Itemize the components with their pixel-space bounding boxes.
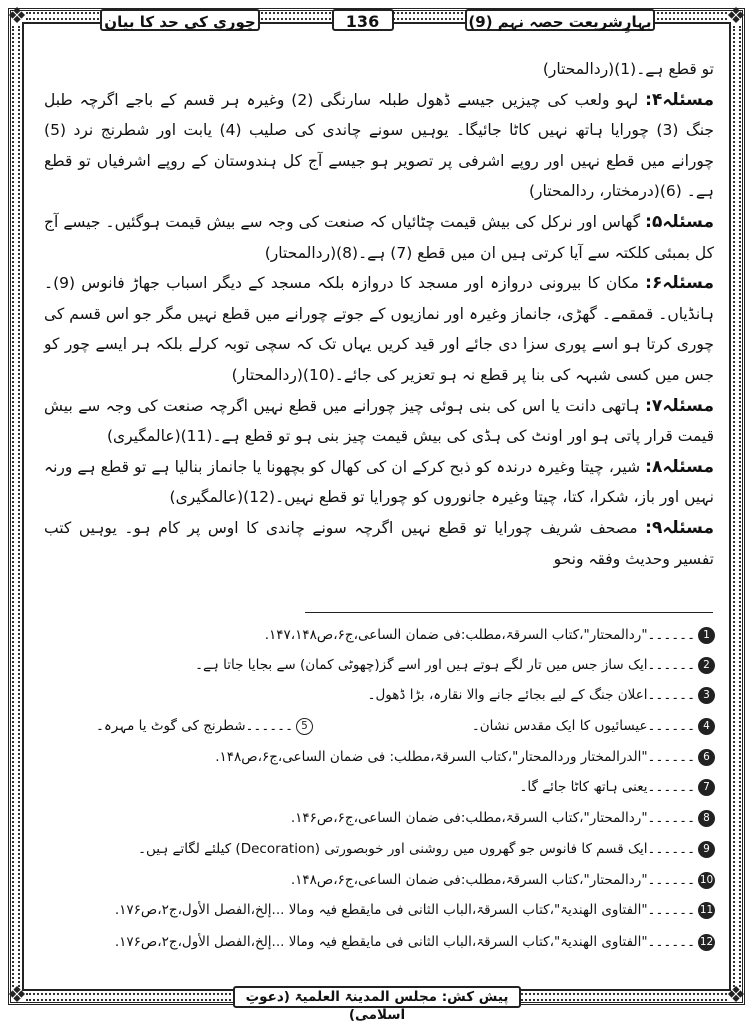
footnote-item: [96, 716, 313, 736]
footnote-item: [291, 808, 715, 828]
footnote-number: 9: [698, 841, 715, 858]
footnote-item: [368, 685, 715, 705]
footnote-number: 3: [698, 687, 715, 704]
masala-text: مصحف شریف چورایا تو قطع نہیں اگرچہ سونے چاندی کا اوس پر کام ہو۔ یوہیں کتب تفسیر وحدیث وفقہ ونحو: [44, 518, 714, 568]
footnote-number: 2: [698, 657, 715, 674]
page-header: [100, 8, 655, 32]
masala-text: مکان کا بیرونی دروازہ اور مسجد کا دروازہ بلکہ مسجد کے دیگر اسباب جھاڑ فانوس (9)۔ ہانڈیاں۔ قمقمے۔ گھڑی، جانماز وغیرہ اور نمازیوں کے جوتے چورانے میں قطع نہیں مگر جو اس قسم کی چوری کرتا ہو اسے پوری سزا دی جائے اور قید کریں یہاں تک کہ سچی توبہ کرلے بلکہ ہر ایسے چور کو جس میں کسی شبہہ کی بنا پر قطع نہ ہو تعزیر کی جائے۔(10)(ردالمحتار): [44, 274, 714, 384]
footnote-text: ۔۔۔۔۔۔"الفتاوی الھندیۃ"،کتاب السرقۃ،الباب الثانی فی مایقطع فیہ ومالا ...إلخ،الفصل الأول،ج۲،ص۱۷۶.: [114, 902, 695, 918]
masala-text: ہاتھی دانت یا اس کی بنی ہوئی چیز چورانے میں قطع نہیں اگرچہ صنعت کی وجہ سے بیش قیمت قرار پاتی ہو اور اونٹ کی ہڈی کی بیش قیمت چیز بنی ہو تو قطع ہے۔(11)(عالمگیری): [44, 396, 714, 446]
footnote-text: ۔۔۔۔۔۔عیسائیوں کا ایک مقدس نشان۔: [471, 718, 695, 734]
footnote-number: 5: [296, 718, 313, 735]
footnote-item: [115, 932, 715, 952]
corner-ornament-icon: ❖: [7, 4, 27, 29]
footnote-number: 7: [698, 779, 715, 796]
paragraph-continuation: تو قطع ہے۔(1)(ردالمحتار): [542, 60, 714, 78]
page-footer: پیش کش: مجلس المدینۃ العلمیۃ (دعوتِ اسلامی): [233, 986, 521, 1008]
masala-label: مسئلہ۶:: [645, 273, 714, 294]
page-number: 136: [332, 9, 394, 31]
footnote-item: [215, 747, 715, 767]
footnote-text: ۔۔۔۔۔۔"الفتاوی الھندیۃ"،کتاب السرقۃ،الباب الثانی فی مایقطع فیہ ومالا ...إلخ،الفصل الأول،ج۲،ص۱۷۶.: [114, 934, 695, 950]
masala-label: مسئلہ۸:: [645, 456, 714, 477]
footnote-number: 11: [698, 902, 715, 919]
masala-8: [44, 452, 714, 513]
footnote-text: ۔۔۔۔۔۔شطرنج کی گوٹ یا مہرہ۔: [95, 718, 293, 734]
footnote-item: [519, 777, 715, 797]
footnote-item: [138, 839, 715, 859]
masala-label: مسئلہ۹:: [645, 517, 714, 538]
footnote-text: ۔۔۔۔۔۔"ردالمحتار"،کتاب السرقۃ،مطلب:فی ضمان الساعی،ج۶،ص۱۴۸.: [290, 872, 695, 888]
masala-label: مسئلہ۵:: [645, 211, 715, 232]
masala-6: [44, 268, 714, 390]
footnote-number: 8: [698, 810, 715, 827]
corner-ornament-icon: ❖: [726, 4, 746, 29]
footnote-item: [195, 655, 715, 675]
footnote-number: 10: [698, 872, 715, 889]
book-title: بہارِشریعت حصہ نہم (9): [465, 9, 655, 31]
frame-pattern-right: [733, 26, 741, 987]
footnote-text: ۔۔۔۔۔۔"ردالمحتار"،کتاب السرقۃ،مطلب:فی ضمان الساعی،ج۶،ص۱۴۶.: [290, 810, 695, 826]
footnote-text: ۔۔۔۔۔۔ایک قسم کا فانوس جو گھروں میں روشنی اور خوبصورتی (Decoration) کیلئے لگاتے ہیں۔: [138, 841, 695, 857]
corner-ornament-icon: ❖: [7, 983, 27, 1008]
footnote-item: [472, 716, 715, 736]
footnote-item: [265, 625, 715, 645]
footnote-number: 4: [698, 718, 715, 735]
chapter-title: چوری کی حد کا بیان: [100, 9, 260, 31]
footnote-item: [115, 900, 715, 920]
footnote-number: 1: [698, 627, 715, 644]
footnote-text: ۔۔۔۔۔۔اعلان جنگ کے لیے بجائے جانے والا نقارہ، بڑا ڈھول۔: [367, 687, 695, 703]
footnote-text: ۔۔۔۔۔۔"ردالمحتار"،کتاب السرقۃ،مطلب:فی ضمان الساعی،ج۶،ص۱۴۷،۱۴۸.: [264, 627, 695, 643]
masala-text: گھاس اور نرکل کی بیش قیمت چٹائیاں کہ صنعت کی وجہ سے بیش قیمت ہوگئیں۔ جیسے آج کل بمبئی کلکتہ سے آیا کرتی ہیں ان میں قطع (7) ہے۔(8)(ردالمحتار): [44, 212, 714, 262]
masala-5: [44, 207, 714, 268]
footnote-text: ۔۔۔۔۔۔یعنی ہاتھ کاٹا جائے گا۔: [519, 779, 695, 795]
footnote-number: 12: [698, 934, 715, 951]
masala-7: [44, 391, 714, 452]
masala-label: مسئلہ۷:: [645, 395, 714, 416]
masala-text: لہو ولعب کی چیزیں جیسے ڈھول طبلہ سارنگی (2) وغیرہ ہر قسم کے باجے اگرچہ طبل جنگ (3) چورایا ہاتھ نہیں کاٹا جائیگا۔ یوہیں سونے چاندی کی صلیب (4) یابت اور شطرنج نرد (5) چورانے میں قطع نہیں اور روپے اشرفی پر تصویر ہو جیسے آج کل ہندوستان کے روپے اشرفیاں تو قطع ہے۔ (6)(درمختار، ردالمحتار): [44, 90, 714, 201]
footnote-text: ۔۔۔۔۔۔"الدرالمختار وردالمحتار"،کتاب السرقۃ،مطلب: فی ضمان الساعی،ج۶،ص۱۴۸.: [215, 749, 695, 765]
footnote-item: [291, 870, 715, 890]
footnote-divider: [305, 612, 713, 613]
footnote-number: 6: [698, 749, 715, 766]
corner-ornament-icon: ❖: [726, 983, 746, 1008]
masala-4: [44, 85, 714, 207]
masala-label: مسئلہ۴:: [645, 89, 714, 110]
frame-pattern-left: [12, 26, 20, 987]
main-text: [44, 54, 714, 574]
footnote-text: ۔۔۔۔۔۔ایک ساز جس میں تار لگے ہوتے ہیں اور اسے گز(چھوٹی کمان) سے بجایا جاتا ہے۔: [195, 657, 695, 673]
masala-text: شیر، چیتا وغیرہ درندہ کو ذبح کرکے ان کی کھال کو بچھونا یا جانماز بنالیا ہے تو قطع ہے ورنہ نہیں اور باز، شکرا، کتا، چیتا وغیرہ جانوروں کو چورایا تو قطع نہیں۔(12)(عالمگیری): [44, 457, 714, 507]
masala-9: [44, 513, 714, 574]
